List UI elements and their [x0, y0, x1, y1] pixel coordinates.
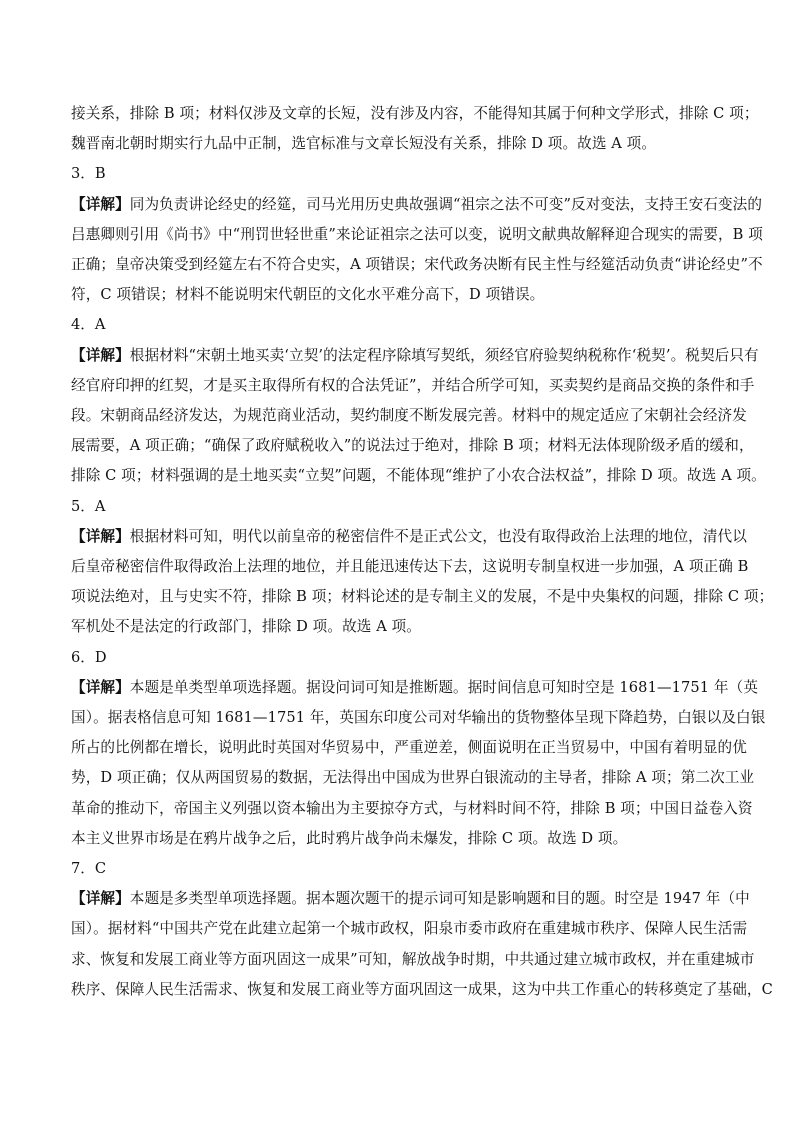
explanation-line: 本主义世界市场是在鸦片战争之后，此时鸦片战争尚未爆发，排除 C 项。故选 D 项。	[71, 829, 628, 847]
detail-tag: 【详解】	[71, 195, 130, 213]
intro-line: 魏晋南北朝时期实行九品中正制，选官标准与文章长短没有关系，排除 D 项。故选 A 项。	[71, 135, 657, 153]
explanation-text: 本题是多类型单项选择题。据本题次题干的提示词可知是影响题和目的题。时空是 1947 年（中	[129, 890, 750, 908]
answer-label: 7．C	[71, 860, 107, 878]
explanation-line: 求、恢复和发展工商业等方面巩固这一成果”可知，解放战争时期，中共通过建立城市政权，并在重建城市	[71, 950, 755, 968]
detail-tag: 【详解】	[71, 890, 130, 908]
detail-tag: 【详解】	[71, 346, 130, 364]
explanation-line: 势，D 项正确；仅从两国贸易的数据，无法得出中国成为世界白银流动的主导者，排除 A 项；第二次工业	[71, 769, 755, 787]
explanation-line	[71, 884, 750, 914]
explanation-line: 符，C 项错误；材料不能说明宋代朝臣的文化水平难分高下，D 项错误。	[71, 286, 545, 304]
explanation-line: 秩序、保障人民生活需求、恢复和发展工商业等方面巩固这一成果，这为中共工作重心的转移奠定了基础，C	[71, 980, 773, 998]
explanation-line: 项说法绝对，且与史实不符，排除 B 项；材料论述的是专制主义的发展，不是中央集权的问题，排除 C 项；	[71, 588, 774, 606]
explanation-text: 根据材料可知，明代以前皇帝的秘密信件不是正式公文，也没有取得政治上法理的地位，清代以	[129, 527, 747, 545]
explanation-line	[71, 522, 747, 552]
explanation-text: 同为负责讲论经史的经筵，司马光用历史典故强调“祖宗之法不可变”反对变法，支持王安石变法的	[129, 195, 763, 213]
explanation-line	[71, 341, 759, 371]
answer-label: 6．D	[71, 648, 107, 666]
explanation-line: 后皇帝秘密信件取得政治上法理的地位，并且能迅速传达下去，这说明专制皇权进一步加强，A 项正确 B	[71, 558, 749, 576]
explanation-line	[71, 673, 759, 703]
explanation-line: 经官府印押的红契，才是买主取得所有权的合法凭证”，并结合所学可知，买卖契约是商品交换的条件和手	[71, 376, 755, 394]
explanation-line	[71, 190, 763, 220]
document-body	[71, 99, 774, 1005]
explanation-line: 军机处不是法定的行政部门，排除 D 项。故选 A 项。	[71, 618, 421, 636]
answer-label: 5．A	[71, 497, 106, 515]
intro-line: 接关系，排除 B 项；材料仅涉及文章的长短，没有涉及内容，不能得知其属于何种文学形式，排除 C 项；	[71, 105, 759, 122]
explanation-line: 展需要，A 项正确；“确保了政府赋税收入”的说法过于绝对，排除 B 项；材料无法体现阶级矛盾的缓和，	[71, 437, 754, 455]
explanation-line: 国）。据表格信息可知 1681—1751 年，英国东印度公司对华输出的货物整体呈现下降趋势，白银以及白银	[71, 709, 766, 727]
explanation-line: 排除 C 项；材料强调的是土地买卖“立契”问题，不能体现“维护了小农合法权益”，排除 D 项。故选 A 项。	[71, 467, 766, 485]
explanation-text: 根据材料“宋朝土地买卖‘立契’的法定程序除填写契纸，须经官府验契纳税称作‘税契’。税契后只有	[129, 346, 759, 364]
explanation-line: 所占的比例都在增长，说明此时英国对华贸易中，严重逆差，侧面说明在正当贸易中，中国有着明显的优	[71, 739, 747, 757]
explanation-text: 本题是单类型单项选择题。据设问词可知是推断题。据时间信息可知时空是 1681—1751 年（英	[129, 678, 759, 696]
explanation-line: 段。宋朝商品经济发达，为规范商业活动，契约制度不断发展完善。材料中的规定适应了宋朝社会经济发	[71, 407, 747, 425]
explanation-line: 吕惠卿则引用《尚书》中“刑罚世轻世重”来论证祖宗之法可以变，说明文献典故解释迎合现实的需要，B 项	[71, 225, 763, 243]
answer-label: 3．B	[71, 165, 106, 183]
explanation-line: 正确；皇帝决策受到经筵左右不符合史实，A 项错误；宋代政务决断有民主性与经筵活动负责“讲论经史”不	[71, 256, 763, 274]
explanation-line: 国）。据材料“中国共产党在此建立起第一个城市政权，阳泉市委市政府在重建城市秩序、保障人民生活需	[71, 920, 748, 938]
explanation-line: 革命的推动下，帝国主义列强以资本输出为主要掠夺方式，与材料时间不符，排除 B 项；中国日益卷入资	[71, 799, 753, 817]
answer-label: 4．A	[71, 316, 106, 334]
detail-tag: 【详解】	[71, 678, 130, 696]
detail-tag: 【详解】	[71, 527, 130, 545]
